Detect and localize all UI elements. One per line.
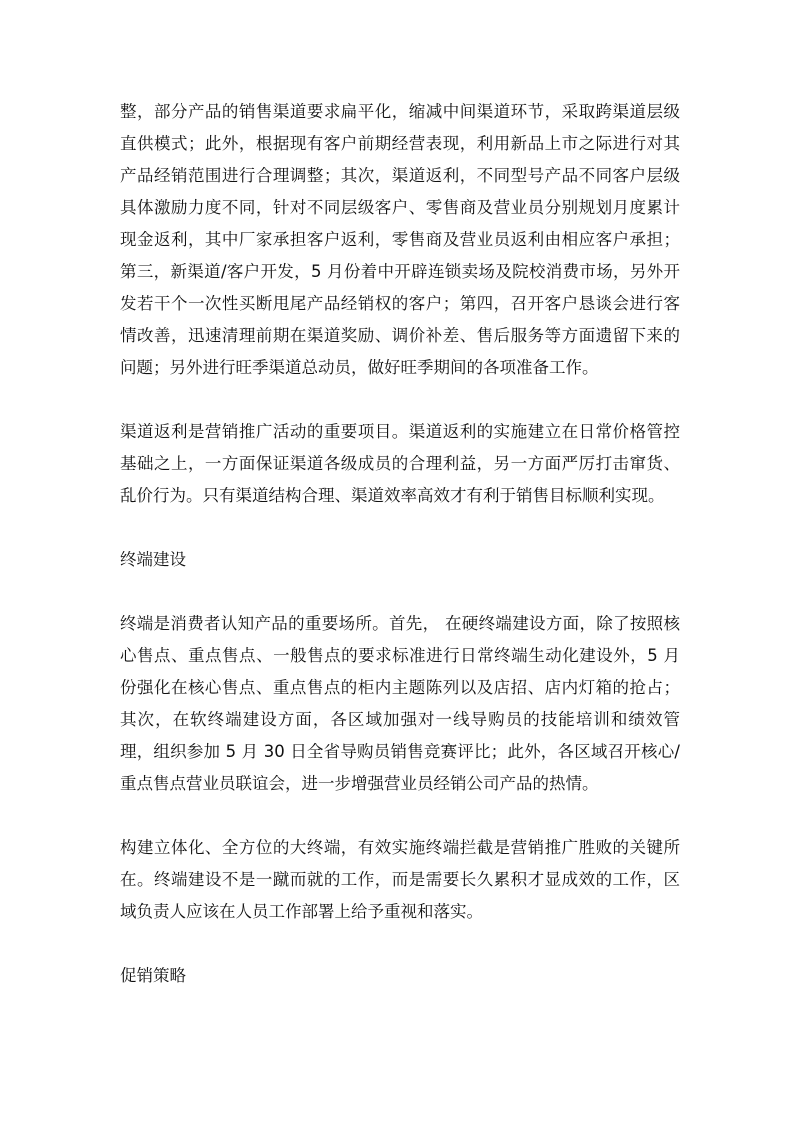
paragraph-channel-rebate: 渠道返利是营销推广活动的重要项目。渠道返利的实施建立在日常价格管控基础之上，一方面保证渠道各级成员的合理利益，另一方面严厉打击窜货、乱价行为。只有渠道结构合理、渠道效率高效才有利于销售目标顺利实现。 bbox=[120, 422, 680, 505]
paragraph-terminal-summary: 构建立体化、全方位的大终端，有效实施终端拦截是营销推广胜败的关键所在。终端建设不是一蹴而就的工作，而是需要长久累积才显成效的工作，区域负责人应该在人员工作部署上给予重视和落实。 bbox=[120, 838, 680, 921]
heading-terminal-construction: 终端建设 bbox=[120, 550, 186, 569]
document-body bbox=[120, 96, 680, 1024]
paragraph-channel-strategy: 整，部分产品的销售渠道要求扁平化，缩减中间渠道环节，采取跨渠道层级直供模式；此外，根据现有客户前期经营表现，利用新品上市之际进行对其产品经销范围进行合理调整；其次，渠道返利，不同型号产品不同客户层级具体激励力度不同，针对不同层级客户、零售商及营业员分别规划月度累计现金返利，其中厂家承担客户返利，零售商及营业员返利由相应客户承担；第三，新渠道/客户开发，5 月份着中开辟连锁卖场及院校消费市场，另外开发若干个一次性买断甩尾产品经销权的客户；第四，召开客户恳谈会进行客情改善，迅速清理前期在渠道奖励、调价补差、售后服务等方面遗留下来的问题；另外进行旺季渠道总动员，做好旺季期间的各项准备工作。 bbox=[120, 102, 680, 377]
heading-promotion-strategy: 促销策略 bbox=[120, 966, 186, 985]
paragraph-terminal-details: 终端是消费者认知产品的重要场所。首先， 在硬终端建设方面，除了按照核心售点、重点售点、一般售点的要求标准进行日常终端生动化建设外，5 月份强化在核心售点、重点售点的柜内主题陈列以及店招、店内灯箱的抢占；其次，在软终端建设方面，各区域加强对一线导购员的技能培训和绩效管理，组织参加 5 月 30 日全省导购员销售竞赛评比；此外，各区域召开核心/重点售点营业员联谊会，进一步增强营业员经销公司产品的热情。 bbox=[120, 614, 680, 793]
